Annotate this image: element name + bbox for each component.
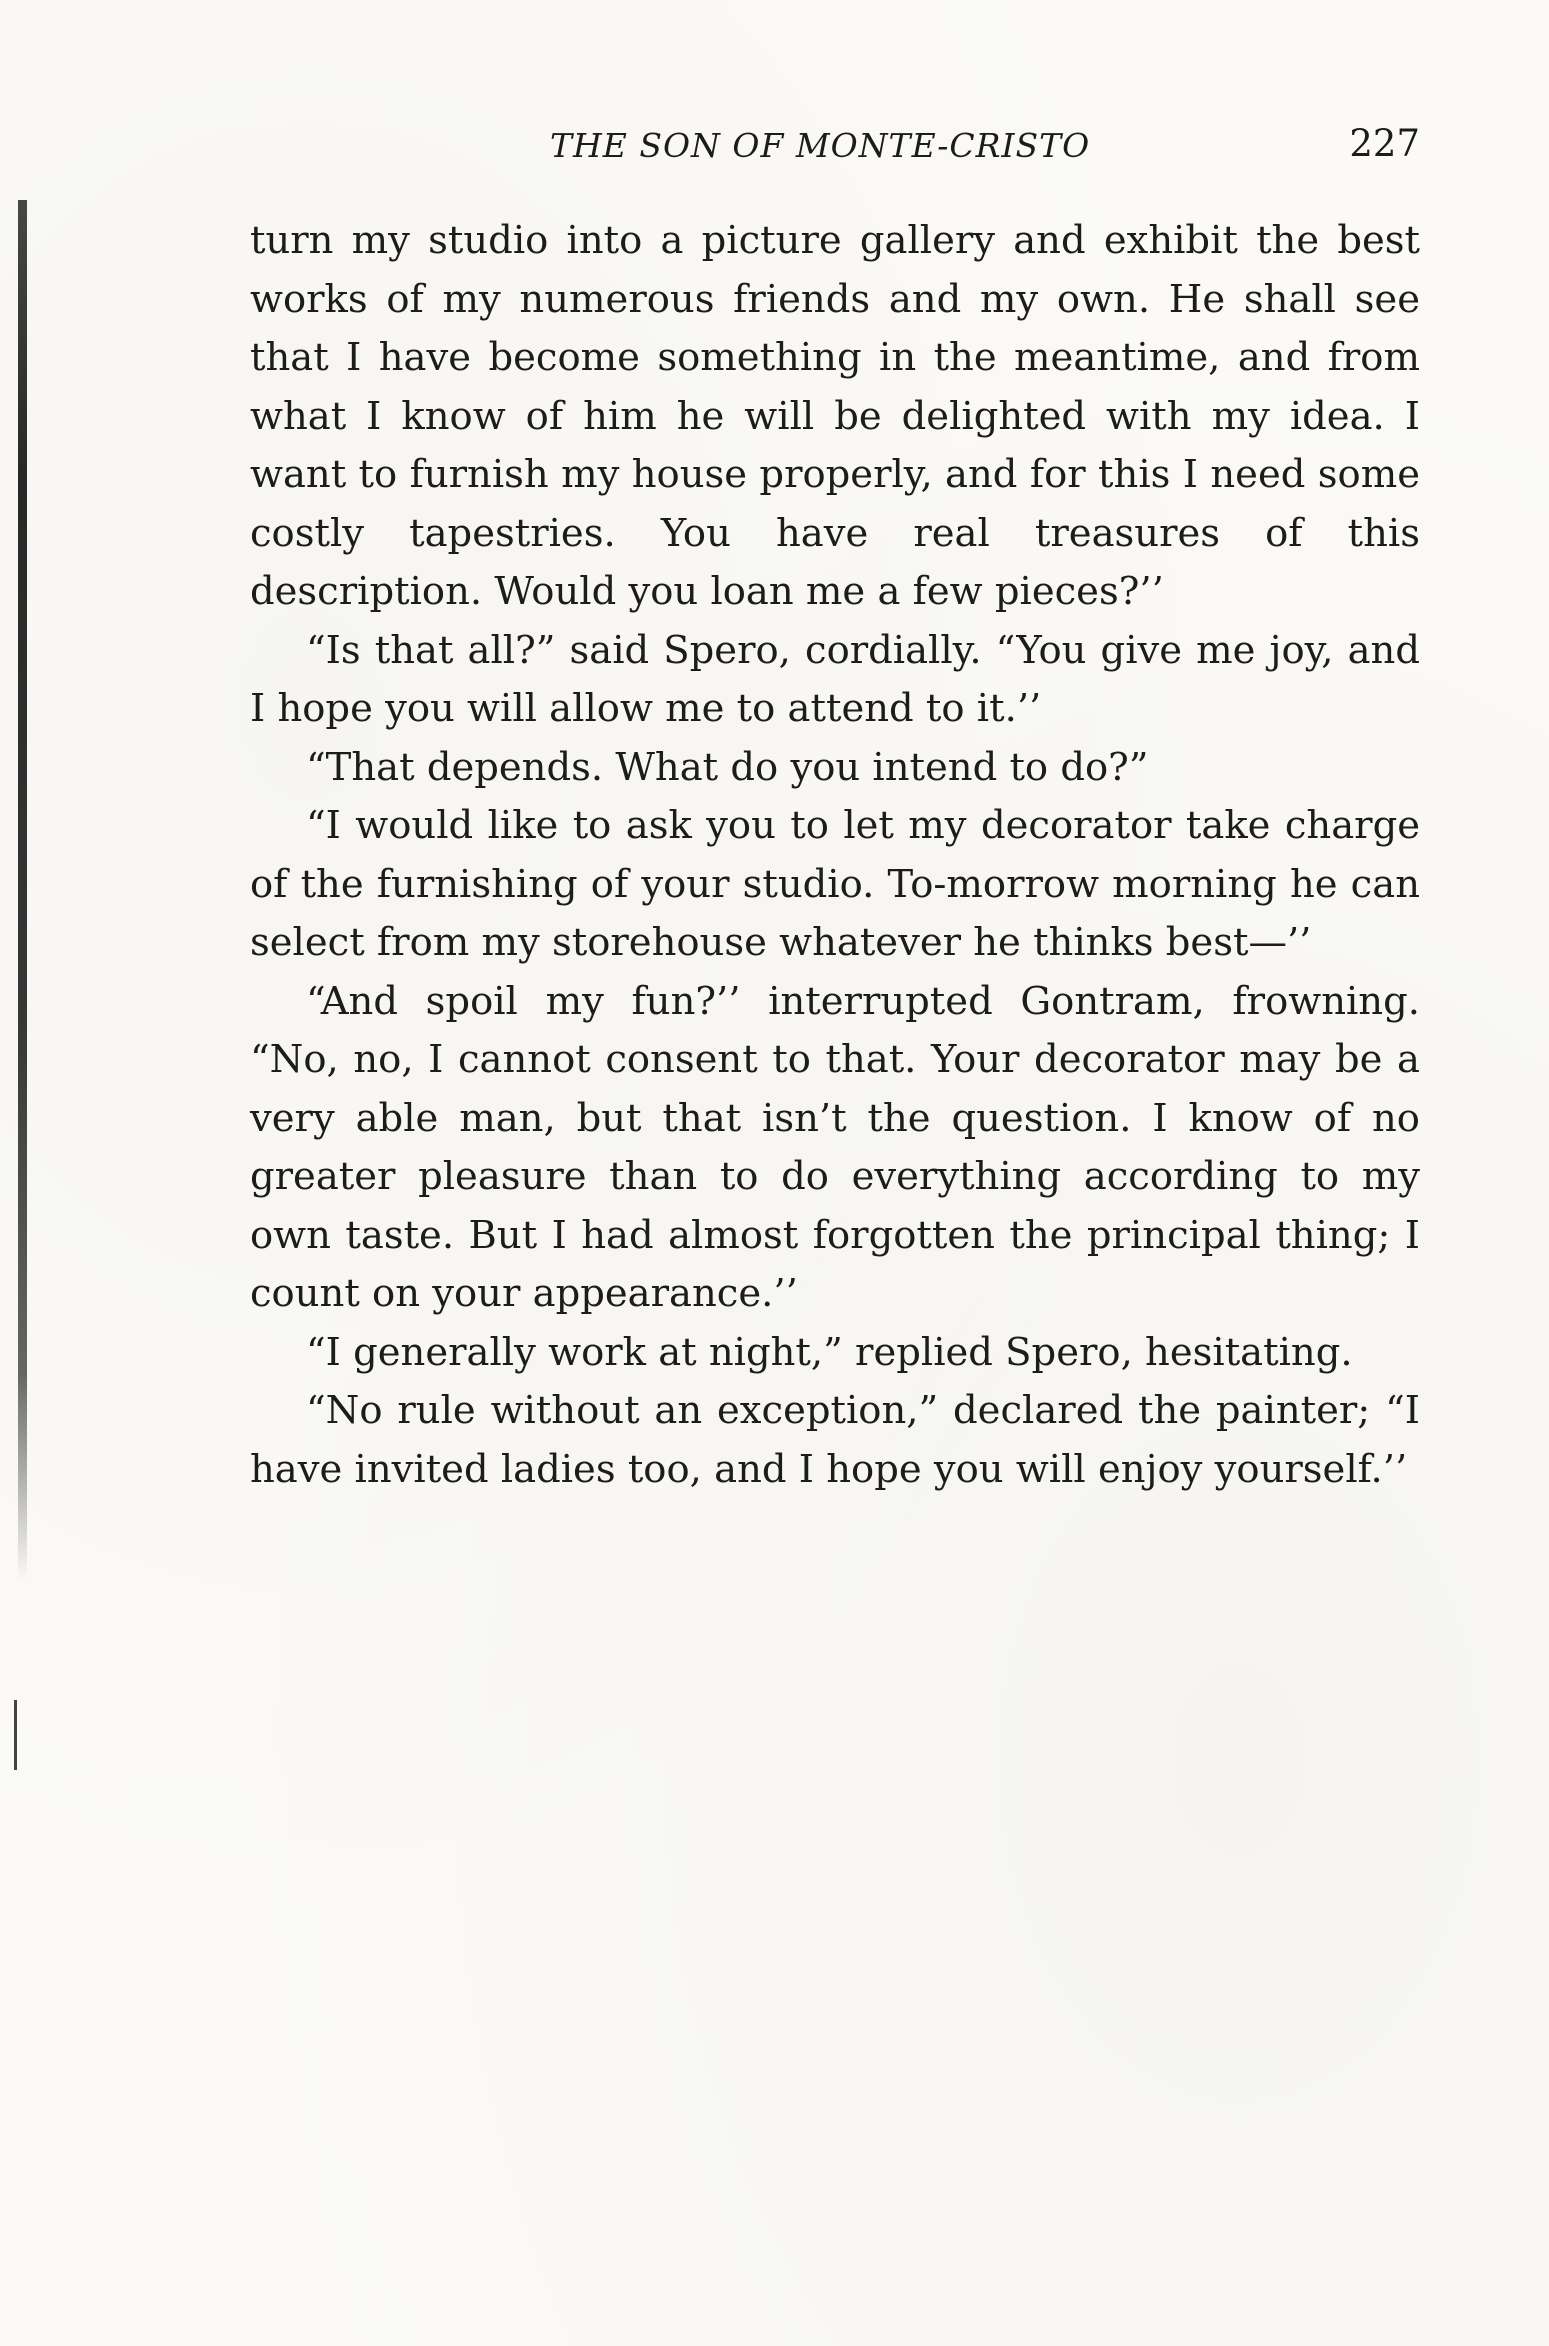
paragraph: “That depends. What do you intend to do?”: [306, 744, 1149, 790]
running-title: THE SON OF MONTE-CRISTO: [550, 126, 1091, 165]
page-number: 227: [1349, 122, 1420, 165]
binding-shadow: [18, 200, 27, 1580]
paragraph: “And spoil my fun?’’ interrupted Gontram, frowning. “No, no, I cannot consent to that. Your decorator may be a very able man, but that isn’t the question. I know of no greater pleasure than to do everything according to my own taste. But I had almost forgotten the principal thing; I count on your appearance.’’: [250, 978, 1420, 1316]
paragraph: “No rule without an exception,” declared the painter; “I have invited ladies too, and I hope you will enjoy yourself.’’: [250, 1388, 1420, 1492]
binding-shadow-fragment: [14, 1700, 17, 1770]
paragraph: “Is that all?” said Spero, cordially. “You give me joy, and I hope you will allow me to attend to it.’’: [250, 627, 1420, 731]
paragraph: “I would like to ask you to let my decorator take charge of the furnishing of your studio. To-morrow morning he can select from my storehouse whatever he thinks best—’’: [250, 803, 1420, 965]
paragraph: “I generally work at night,” replied Spero, hesitating.: [306, 1329, 1353, 1375]
paragraph-continuation: turn my studio into a picture gallery and exhibit the best works of my numerous friends and my own. He shall see that I have become something in the meantime, and from what I know of him he will be delighted with my idea. I want to furnish my house properly, and for this I need some costly tapestries. You have real treasures of this description. Would you loan me a few pieces?’’: [250, 218, 1420, 614]
body-text: [250, 212, 1420, 1499]
running-header: [250, 118, 1420, 178]
